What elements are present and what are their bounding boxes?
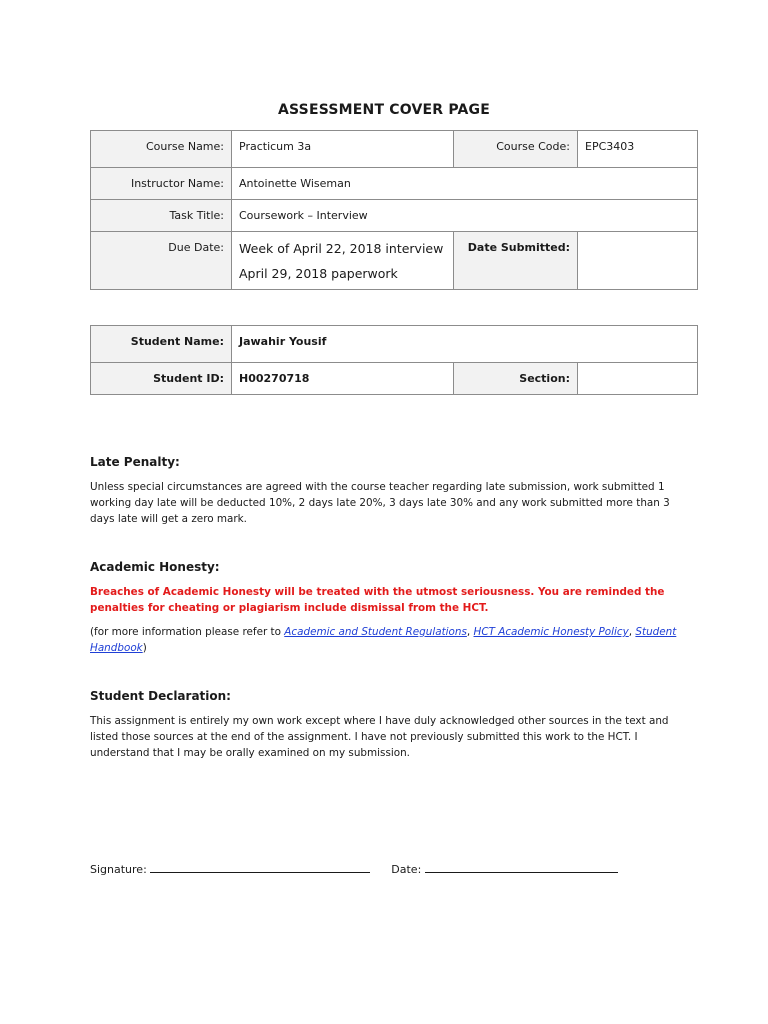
student-name-value: Jawahir Yousif: [232, 326, 698, 363]
student-id-label: Student ID:: [91, 363, 232, 395]
late-penalty-text: Unless special circumstances are agreed with the course teacher regarding late submission, work submitted 1 working day late will be deducted 10%, 2 days late 20%, 3 days late 30% and any work submitted more than 3 days late will get a zero mark.: [90, 481, 670, 525]
course-code-label: Course Code:: [454, 131, 578, 168]
course-name-value: Practicum 3a: [232, 131, 454, 168]
due-date-line-2: April 29, 2018 paperwork: [239, 266, 398, 281]
honesty-policy-link[interactable]: HCT Academic Honesty Policy: [473, 626, 629, 638]
course-info-table: [90, 130, 698, 290]
student-info-table: [90, 325, 698, 395]
student-handbook-link[interactable]: Student Handbook: [90, 626, 677, 654]
academic-honesty-info: [90, 624, 690, 656]
signature-line[interactable]: [150, 862, 370, 873]
info-suffix: ): [142, 642, 147, 654]
page-title: ASSESSMENT COVER PAGE: [277, 102, 491, 118]
date-submitted-value: [578, 232, 698, 290]
academic-honesty-heading: Academic Honesty:: [90, 560, 220, 574]
task-title-value: Coursework – Interview: [232, 200, 698, 232]
declaration-text: This assignment is entirely my own work except where I have duly acknowledged other sources in the text and listed those sources at the end of the assignment. I have not previously submitted this work to the HCT. I understand that I may be orally examined on my submission.: [90, 715, 669, 759]
regulations-link[interactable]: Academic and Student Regulations: [284, 626, 467, 638]
course-name-label: Course Name:: [91, 131, 232, 168]
section-label: Section:: [454, 363, 578, 395]
academic-honesty-warning: Breaches of Academic Honesty will be treated with the utmost seriousness. You are reminded the penalties for cheating or plagiarism include dismissal from the HCT.: [90, 586, 665, 614]
date-line[interactable]: [425, 862, 618, 873]
student-name-label: Student Name:: [91, 326, 232, 363]
date-submitted-label: Date Submitted:: [454, 232, 578, 290]
instructor-label: Instructor Name:: [91, 168, 232, 200]
student-id-value: H00270718: [232, 363, 454, 395]
date-label: Date:: [391, 863, 422, 876]
info-prefix: (for more information please refer to: [90, 626, 285, 638]
due-date-value: [232, 232, 454, 290]
declaration-heading: Student Declaration:: [90, 689, 231, 703]
task-title-label: Task Title:: [91, 200, 232, 232]
info-separator: ,: [628, 626, 636, 638]
signature-row: [90, 862, 618, 876]
due-date-line-1: Week of April 22, 2018 interview: [239, 241, 444, 256]
section-value: [578, 363, 698, 395]
course-code-value: EPC3403: [578, 131, 698, 168]
signature-label: Signature:: [90, 863, 147, 876]
instructor-value: Antoinette Wiseman: [232, 168, 698, 200]
info-separator: ,: [466, 626, 474, 638]
due-date-label: Due Date:: [91, 232, 232, 290]
late-penalty-heading: Late Penalty:: [90, 455, 180, 469]
